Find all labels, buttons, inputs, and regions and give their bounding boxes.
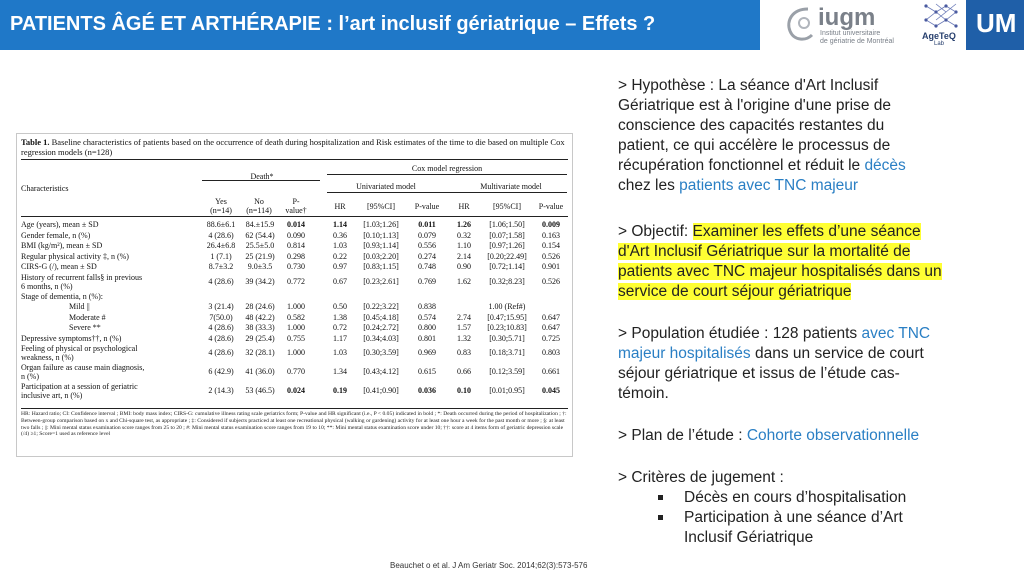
ageteq-network-icon — [922, 2, 962, 30]
bullet-square-icon — [658, 495, 663, 500]
table-cell-yes: 4 (28.6) — [208, 333, 234, 343]
table-row-label: Age (years), mean ± SD — [21, 220, 99, 229]
table-cell-hr2: 2.14 — [457, 251, 471, 261]
iugm-subtitle — [820, 30, 894, 46]
ageteq-wordmark: AgeTeQ — [922, 31, 956, 41]
table-cell-ci2: [0.72;1.14] — [489, 262, 525, 271]
table-cell-yes: 4 (28.6) — [208, 230, 234, 240]
table-cell-ci2: [0.07;1.58] — [489, 230, 525, 240]
objective-line-2 — [618, 242, 1008, 262]
table-cell-p2: 0.526 — [542, 276, 560, 286]
table-cell-ci2: [0.23;10.83] — [487, 323, 527, 332]
iugm-logo — [782, 2, 910, 48]
table-cell-p2: 0.045 — [542, 386, 560, 395]
table-cell-ci1: [0.43;4.12] — [363, 367, 399, 376]
table-cell-yes: 8.7±3.2 — [208, 262, 234, 271]
table-cell-hr1: 1.17 — [333, 333, 347, 343]
table-cell-ci2: [0.30;5.71] — [489, 333, 525, 343]
header-no-n: (n=114) — [246, 206, 272, 215]
table-cell-p2: 0.901 — [542, 262, 560, 271]
table-cell-hr2: 1.57 — [457, 323, 471, 332]
population-keyword-1: avec TNC — [861, 325, 931, 342]
table-row-label: Moderate # — [69, 312, 106, 322]
table-cell-no: 9.0±3.5 — [247, 262, 273, 271]
table-cell-yes: 2 (14.3) — [208, 386, 234, 395]
objective-highlight-4: service de court séjour gériatrique — [618, 283, 852, 300]
table-row-label: Feeling of physical or psychological — [21, 344, 138, 353]
table-row-label-cont: 6 months, n (%) — [21, 281, 73, 291]
header-hr-2: HR — [458, 202, 470, 211]
table-cell-hr2: 0.10 — [457, 386, 471, 395]
table-cell-ci1: [0.30;3.59] — [363, 348, 399, 357]
table-cell-p: 0.298 — [287, 251, 305, 261]
table-cell-p1: 0.615 — [418, 367, 436, 376]
criteria-bullet-2-line-2: Inclusif Gériatrique — [684, 529, 814, 546]
table-cell-hr2: 0.83 — [457, 348, 471, 357]
table-cell-ci2: 1.00 (Ref#) — [488, 302, 526, 311]
criteria-bullet-2-text — [684, 508, 1004, 548]
table-cell-hr2: 0.32 — [457, 230, 471, 240]
table-cell-hr1: 0.67 — [333, 276, 347, 286]
ageteq-lab-text: Lab — [934, 41, 945, 47]
table-cell-yes: 26.4±6.8 — [206, 241, 236, 250]
table-cell-no: 32 (28.1) — [245, 348, 275, 357]
table-cell-no: 25.5±5.0 — [245, 241, 275, 250]
table-cell-hr2: 2.74 — [457, 312, 471, 322]
header-hr-1: HR — [334, 202, 346, 211]
table-cell-yes: 4 (28.6) — [208, 323, 234, 332]
hypothesis-line-4: patient, ce qui accélère le processus de — [618, 137, 891, 154]
table-cell-yes: 1 (7.1) — [210, 251, 232, 261]
header-multivariate: Multivariate model — [480, 182, 542, 191]
population-line-3: séjour gériatrique et issus de l’étude cas- — [618, 365, 900, 382]
table-cell-no: 29 (25.4) — [245, 333, 275, 343]
table-cell-hr1: 1.03 — [333, 348, 347, 357]
table-cell-ci1: [0.41;0.90] — [363, 386, 399, 395]
table-cell-p1: 0.800 — [418, 323, 436, 332]
table-cell-hr1: 0.72 — [333, 323, 347, 332]
table-cell-ci2: [0.47;15.95] — [487, 312, 527, 322]
table-row-label: History of recurrent falls§ in previous — [21, 272, 143, 282]
table-cell-hr1: 1.38 — [333, 312, 347, 322]
hypothesis-line-2: Gériatrique est à l'origine d'une prise de — [618, 97, 892, 114]
hypothesis-text-6: chez les — [618, 177, 680, 194]
table-cell-hr2: 1.62 — [457, 276, 471, 286]
table-cell-p: 1.000 — [287, 323, 305, 332]
table-cell-no: 62 (54.4) — [245, 230, 275, 240]
plan-label: > Plan de l’étude : — [618, 427, 747, 444]
population-line-4: témoin. — [618, 385, 669, 402]
hypothesis-keyword-patients: patients avec TNC majeur — [679, 177, 859, 194]
table-cell-p: 0.014 — [287, 220, 305, 229]
population-line-2 — [618, 344, 1008, 364]
table-cell-hr1: 1.14 — [333, 220, 347, 229]
header-p: P- — [292, 197, 300, 206]
table-cell-p: 1.000 — [287, 348, 305, 357]
model-rule — [327, 192, 567, 193]
slide-title: PATIENTS ÂGÉ ET ARTHÉRAPIE : l’art inclusif gériatrique – Effets ? — [10, 13, 656, 35]
table-cell-p2: 0.803 — [542, 348, 560, 357]
table-cell-yes: 88.6±6.1 — [206, 220, 236, 229]
header-yes-n: (n=14) — [210, 206, 232, 215]
table-cell-ci1: [0.22;3.22] — [363, 302, 399, 311]
population-keyword-2: majeur hospitalisés — [618, 345, 751, 362]
table-cell-p1: 0.769 — [418, 276, 436, 286]
um-logo — [966, 0, 1024, 50]
table-cell-ci2: [1.06;1.50] — [489, 220, 525, 229]
table-cell-ci1: [0.45;4.18] — [363, 312, 399, 322]
population-line-1 — [618, 324, 1008, 344]
table-cell-no: 41 (36.0) — [245, 367, 275, 376]
hypothesis-text-5: récupération fonctionnel et réduit le — [618, 157, 865, 174]
header-characteristics: Characteristics — [21, 184, 69, 193]
header-pvalue-2: P-value — [538, 202, 564, 211]
table-cell-p1: 0.969 — [418, 348, 436, 357]
table-row-label: Gender female, n (%) — [21, 230, 91, 240]
table-cell-yes: 4 (28.6) — [208, 276, 234, 286]
iugm-wordmark: iugm — [818, 4, 876, 31]
death-rule — [202, 180, 320, 181]
um-wordmark: UM — [976, 8, 1017, 38]
table-cell-p2: 0.661 — [542, 367, 560, 376]
table-cell-p: 0.814 — [287, 241, 305, 250]
bullet-square-icon — [658, 515, 663, 520]
header-yes: Yes — [215, 197, 227, 206]
table-cell-ci1: [0.34;4.03] — [363, 333, 399, 343]
table-cell-ci1: [0.93;1.14] — [363, 241, 399, 250]
hypothesis-paragraph — [618, 76, 1008, 196]
table-row-label-cont: inclusive art, n (%) — [21, 391, 83, 400]
table-cell-ci2: [0.32;8.23] — [489, 276, 525, 286]
iugm-emblem-icon — [782, 5, 816, 45]
table-cell-ci2: [0.12;3.59] — [489, 367, 525, 376]
table-row-label: BMI (kg/m²), mean ± SD — [21, 241, 103, 250]
objective-line-1 — [618, 222, 1008, 242]
table-cell-p2: 0.647 — [542, 323, 560, 332]
table-cell-p: 0.770 — [287, 367, 305, 376]
cox-rule — [327, 174, 567, 175]
table-row-label: Participation at a session of geriatric — [21, 382, 138, 391]
plan-value: Cohorte observationnelle — [746, 427, 920, 444]
header-pvalue-1: P-value — [414, 202, 440, 211]
table-cell-p2: 0.526 — [542, 251, 560, 261]
table-cell-yes: 6 (42.9) — [208, 367, 234, 376]
table-cell-p: 0.090 — [287, 230, 305, 240]
table-row-label-cont: n (%) — [21, 372, 39, 381]
table-cell-p1: 0.556 — [418, 241, 436, 250]
table-cell-no: 48 (42.2) — [245, 312, 275, 322]
population-paragraph — [618, 324, 1008, 404]
table-cell-yes: 4 (28.6) — [208, 348, 234, 357]
study-table — [16, 133, 573, 457]
table-top-rule — [21, 159, 568, 160]
header-ci-2: [95%CI] — [493, 202, 521, 211]
table-cell-hr2: 0.90 — [457, 262, 471, 271]
iugm-subtitle-line1: Institut universitaire — [820, 30, 881, 37]
table-row-label: Regular physical activity ‡, n (%) — [21, 251, 129, 261]
table-cell-p2: 0.163 — [542, 230, 560, 240]
table-cell-ci1: [0.10;1.13] — [363, 230, 399, 240]
plan-paragraph — [618, 426, 1008, 446]
iugm-subtitle-line2: de gériatrie de Montréal — [820, 38, 894, 45]
hypothesis-line-5 — [618, 156, 1008, 176]
table-caption-label: Table 1. — [21, 137, 50, 147]
table-bottom-rule — [21, 408, 568, 409]
table-cell-hr2: 1.10 — [457, 241, 471, 250]
table-cell-ci1: [0.03;2.20] — [363, 251, 399, 261]
table-cell-ci2: [0.97;1.26] — [489, 241, 525, 250]
table-cell-p2: 0.647 — [542, 312, 560, 322]
header-no: No — [254, 197, 264, 206]
table-row-label-cont: weakness, n (%) — [21, 353, 74, 362]
table-cell-hr2: 1.26 — [457, 220, 471, 229]
table-cell-ci2: [0.20;22.49] — [487, 251, 527, 261]
hypothesis-line-6 — [618, 176, 1008, 196]
header — [0, 0, 1024, 52]
table-caption-text: Baseline characteristics of patients based on the occurrence of death during hospitalization and Risk estimates of the time to die based on multiple Cox regression models (n=128) — [21, 137, 565, 157]
table-cell-p1: 0.838 — [418, 302, 436, 311]
table-cell-ci2: [0.01;0.95] — [489, 386, 525, 395]
table-row-label: CIRS-G (/), mean ± SD — [21, 262, 97, 271]
header-bottom-rule — [21, 216, 568, 217]
table-cell-hr2: 1.32 — [457, 333, 471, 343]
table-cell-ci1: [0.23;2.61] — [363, 276, 399, 286]
objective-line-3 — [618, 262, 1008, 282]
header-cox: Cox model regression — [411, 164, 483, 173]
population-text-2: dans un service de court — [750, 345, 924, 362]
criteria-bullet-2-line-1: Participation à une séance d’Art — [684, 509, 903, 526]
objective-highlight-3: patients avec TNC majeur hospitalisés dans un — [618, 263, 942, 280]
table-cell-hr1: 0.97 — [333, 262, 347, 271]
hypothesis-line-3: conscience des capacités restantes du — [618, 117, 885, 134]
table-cell-ci2: [0.18;3.71] — [489, 348, 525, 357]
header-death: Death* — [250, 172, 274, 181]
objective-highlight-2: d'Art Inclusif Gériatrique sur la mortalité de — [618, 243, 911, 260]
table-cell-p: 1.000 — [287, 302, 305, 311]
table-cell-p1: 0.748 — [418, 262, 436, 271]
table-cell-p1: 0.079 — [418, 230, 436, 240]
header-ci-1: [95%CI] — [367, 202, 395, 211]
objective-highlight-1: Examiner les effets d’une séance — [692, 223, 921, 240]
table-cell-yes: 7(50.0) — [209, 312, 233, 322]
table-cell-p1: 0.036 — [418, 386, 436, 395]
table-cell-ci1: [0.24;2.72] — [363, 323, 399, 332]
table-cell-hr1: 1.34 — [333, 367, 347, 376]
table-cell-hr1: 0.36 — [333, 230, 347, 240]
table-caption — [21, 137, 569, 157]
ageteq-logo — [920, 2, 964, 50]
table-cell-ci1: [1.03;1.26] — [363, 220, 399, 229]
table-cell-no: 39 (34.2) — [245, 276, 275, 286]
table-cell-no: 53 (46.5) — [245, 386, 275, 395]
population-text-1: > Population étudiée : 128 patients — [618, 325, 862, 342]
table-cell-p1: 0.801 — [418, 333, 436, 343]
table-cell-hr1: 0.19 — [333, 386, 347, 395]
criteria-bullet-1-text: Décès en cours d’hospitalisation — [684, 489, 907, 506]
table-cell-yes: 3 (21.4) — [208, 302, 234, 311]
title-bar — [0, 0, 760, 50]
table-cell-no: 25 (21.9) — [245, 251, 275, 261]
table-row-label: Mild || — [69, 302, 90, 311]
table-row-label: Depressive symptoms††, n (%) — [21, 333, 122, 343]
table-cell-p2: 0.154 — [542, 241, 560, 250]
table-cell-p1: 0.274 — [418, 251, 436, 261]
table-cell-p1: 0.574 — [418, 312, 436, 322]
objective-line-4 — [618, 282, 1008, 302]
table-cell-p: 0.582 — [287, 312, 305, 322]
table-cell-hr1: 1.03 — [333, 241, 347, 250]
table-row-label: Organ failure as cause main diagnosis, — [21, 363, 145, 372]
objective-paragraph — [618, 222, 1008, 302]
table-cell-p: 0.024 — [287, 386, 305, 395]
table-row-label: Severe ** — [69, 323, 101, 332]
table-cell-no: 84.±15.9 — [245, 220, 275, 229]
table-cell-p2: 0.725 — [542, 333, 560, 343]
citation: Beauchet o et al. J Am Geriatr Soc. 2014;62(3):573-576 — [390, 561, 588, 570]
table-cell-hr1: 0.22 — [333, 251, 347, 261]
table-cell-p: 0.730 — [287, 262, 305, 271]
table-cell-p: 0.772 — [287, 276, 305, 286]
table-cell-hr2: 0.66 — [457, 367, 471, 376]
header-univariated: Univariated model — [356, 182, 416, 191]
table-row-label: Stage of dementia, n (%): — [21, 291, 103, 301]
table-cell-no: 38 (33.3) — [245, 323, 275, 332]
hypothesis-keyword-deces: décès — [864, 157, 906, 174]
table-cell-no: 28 (24.6) — [245, 302, 275, 311]
table-cell-ci1: [0.83;1.15] — [363, 262, 399, 271]
table-cell-p2: 0.009 — [542, 220, 560, 229]
objective-label: > Objectif: — [618, 223, 693, 240]
table-footnote: HR: Hazard ratio; CI: Confidence interval ; BMI: body mass index; CIRS-G: cumulative illness rating scale geriatrics form; P-value and HR significant (i.e., P < 0.05) indicated in bold ; *: Death occurred during the period of hospitalization ; †: Between-group comparison based on x and Chi-square test, as appropriate ; ‡: Considered if subjects practiced at least one recreational physical (walking or gardening) activity for at least one hour a week for the past month or more ; §: at least two falls ; ||: Mini mental status examination score ranges from 25 to 20 ; #: Mini mental status examination score ranges from 19 to 10; **: Mini mental status examination score under 10; ††: score at 4 items form of geriatric depression scale (/4) ≥1; Score=1 used as reference level — [21, 411, 567, 438]
table-cell-hr1: 0.50 — [333, 302, 347, 311]
hypothesis-line-1: > Hypothèse : La séance d'Art Inclusif — [618, 77, 879, 94]
criteria-heading: > Critères de jugement : — [618, 469, 784, 486]
header-p2: value† — [285, 206, 307, 215]
table-cell-p1: 0.011 — [418, 220, 436, 229]
table-cell-p: 0.755 — [287, 333, 305, 343]
